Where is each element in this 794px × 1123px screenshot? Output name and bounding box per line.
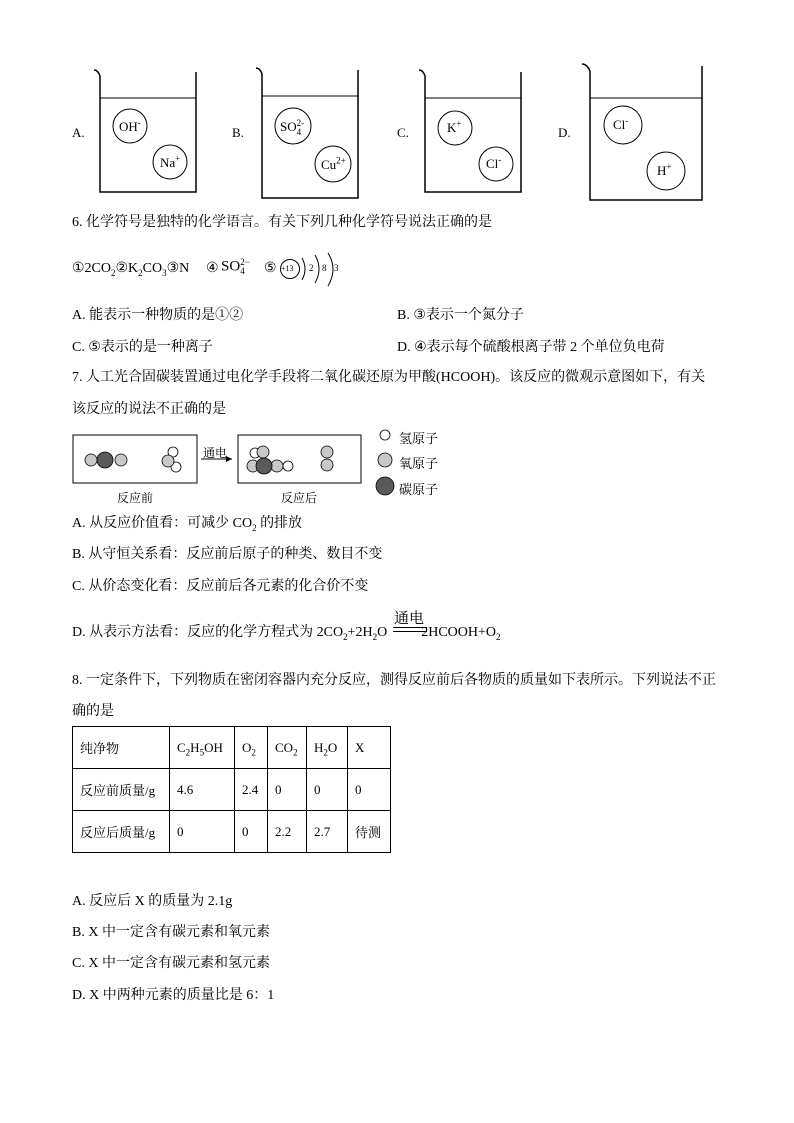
- nucleus-charge: +13: [281, 264, 294, 273]
- table-cell: 2.4: [235, 769, 268, 811]
- table-cell: 0: [170, 811, 235, 853]
- table-cell: 2.2: [268, 811, 307, 853]
- q7-stem-line2: 该反应的说法不正确的是: [72, 402, 226, 417]
- shell-2: 8: [322, 263, 327, 273]
- equation-condition: 通电: [394, 611, 425, 627]
- q8-stem-line2: 确的是: [72, 704, 114, 719]
- legend-carbon-swatch: [376, 477, 394, 495]
- q6-symbol-4-marker: ④: [206, 261, 219, 276]
- ion-h: H+: [657, 161, 672, 178]
- header-co2: $CO_2$: [268, 727, 307, 769]
- hcooh-molecule: [247, 446, 293, 474]
- ion-oh: OH-: [119, 117, 141, 134]
- legend-oxygen-swatch: [378, 453, 392, 467]
- q8-option-d: D. X 中两种元素的质量比是 6：1: [72, 988, 275, 1003]
- table-cell: 待测: [348, 811, 391, 853]
- legend-hydrogen: 氢原子: [399, 431, 439, 446]
- after-label: 反应后: [281, 491, 318, 505]
- shell-1: 2: [309, 263, 314, 273]
- q6-stem: 6. 化学符号是独特的化学语言。有关下列几种化学符号说法正确的是: [72, 215, 492, 230]
- q6-option-b: B. ③表示一个氮分子: [397, 308, 524, 323]
- beaker-d-label: D.: [558, 125, 571, 140]
- q8-stem-line1: 8. 一定条件下，下列物质在密闭容器内充分反应，测得反应前后各物质的质量如下表所示。下列说法不正: [72, 673, 716, 688]
- row-before-label: 反应前质量/g: [73, 769, 170, 811]
- q7-option-a: A. 从反应价值看：可减少 $CO_2$ 的排放: [72, 516, 303, 533]
- q8-option-b: B. X 中一定含有碳元素和氧元素: [72, 925, 270, 940]
- beaker-b: [254, 66, 366, 202]
- beaker-d: [580, 62, 710, 204]
- q7-option-c: C. 从价态变化看：反应前后各元素的化合价不变: [72, 579, 369, 594]
- legend-swatches: [374, 426, 398, 498]
- o2-molecule: [321, 446, 333, 471]
- q6-sulfate-ion: SO 2− 4: [221, 257, 250, 276]
- ion-cl: Cl-: [486, 154, 502, 171]
- table-cell: 0: [348, 769, 391, 811]
- table-cell: 0: [307, 769, 348, 811]
- table-cell: 0: [268, 769, 307, 811]
- ion-na: Na+: [160, 153, 181, 170]
- table-header-row: [73, 727, 391, 769]
- ion-k: K+: [447, 118, 462, 135]
- q6-symbols: $①2CO_2②K_2CO_3③N$: [72, 261, 190, 278]
- table-cell: 4.6: [170, 769, 235, 811]
- header-x: X: [348, 727, 391, 769]
- q8-option-a: A. 反应后 X 的质量为 2.1g: [72, 894, 233, 909]
- h2o-molecule: [162, 447, 181, 472]
- table-row: [73, 769, 391, 811]
- beaker-c-label: C.: [397, 125, 409, 140]
- legend-hydrogen-swatch: [380, 430, 390, 440]
- row-after-label: 反应后质量/g: [73, 811, 170, 853]
- ion-cl-d: Cl-: [613, 115, 629, 132]
- beaker-b-label: B.: [232, 125, 244, 140]
- equation-double-line-bottom: [393, 631, 427, 632]
- co2-molecule: [85, 452, 127, 468]
- reaction-condition: 通电: [203, 446, 228, 460]
- legend-oxygen: 氧原子: [399, 456, 439, 471]
- q7-option-b: B. 从守恒关系看：反应前后原子的种类、数目不变: [72, 547, 383, 562]
- q6-option-c: C. ⑤表示的是一种离子: [72, 340, 213, 355]
- beaker-a-label: A.: [72, 125, 85, 140]
- q6-option-a: A. 能表示一种物质的是①②: [72, 308, 244, 323]
- q6-option-d: D. ④表示每个硫酸根离子带 2 个单位负电荷: [397, 340, 665, 355]
- ion-cu: $Cu^{2+}$: [321, 155, 346, 172]
- table-cell: 2.7: [307, 811, 348, 853]
- beaker-a: [92, 68, 204, 200]
- legend-carbon: 碳原子: [399, 482, 439, 497]
- q7-option-d: D. 从表示方法看：反应的化学方程式为 $2CO_2+2H_2O$ $2HCOOH+O_2$: [72, 625, 501, 642]
- q7-stem-line1: 7. 人工光合固碳装置通过电化学手段将二氧化碳还原为甲酸(HCOOH)。该反应的微观示意图如下，有关: [72, 370, 706, 385]
- header-ethanol: $C_2H_5OH$: [170, 727, 235, 769]
- equation-double-line-top: [393, 627, 427, 628]
- header-substance: 纯净物: [73, 727, 170, 769]
- beaker-c: [417, 68, 529, 200]
- mass-table: [72, 726, 391, 853]
- q8-option-c: C. X 中一定含有碳元素和氢元素: [72, 956, 270, 971]
- header-water: $H_2O$: [307, 727, 348, 769]
- shell-3: 3: [334, 263, 339, 273]
- before-label: 反应前: [117, 491, 154, 505]
- table-cell: 0: [235, 811, 268, 853]
- table-row: [73, 811, 391, 853]
- header-oxygen: $O_2$: [235, 727, 268, 769]
- q6-symbol-5-marker: ⑤: [264, 261, 277, 276]
- ion-sulfate: SO 2- 4: [280, 118, 305, 138]
